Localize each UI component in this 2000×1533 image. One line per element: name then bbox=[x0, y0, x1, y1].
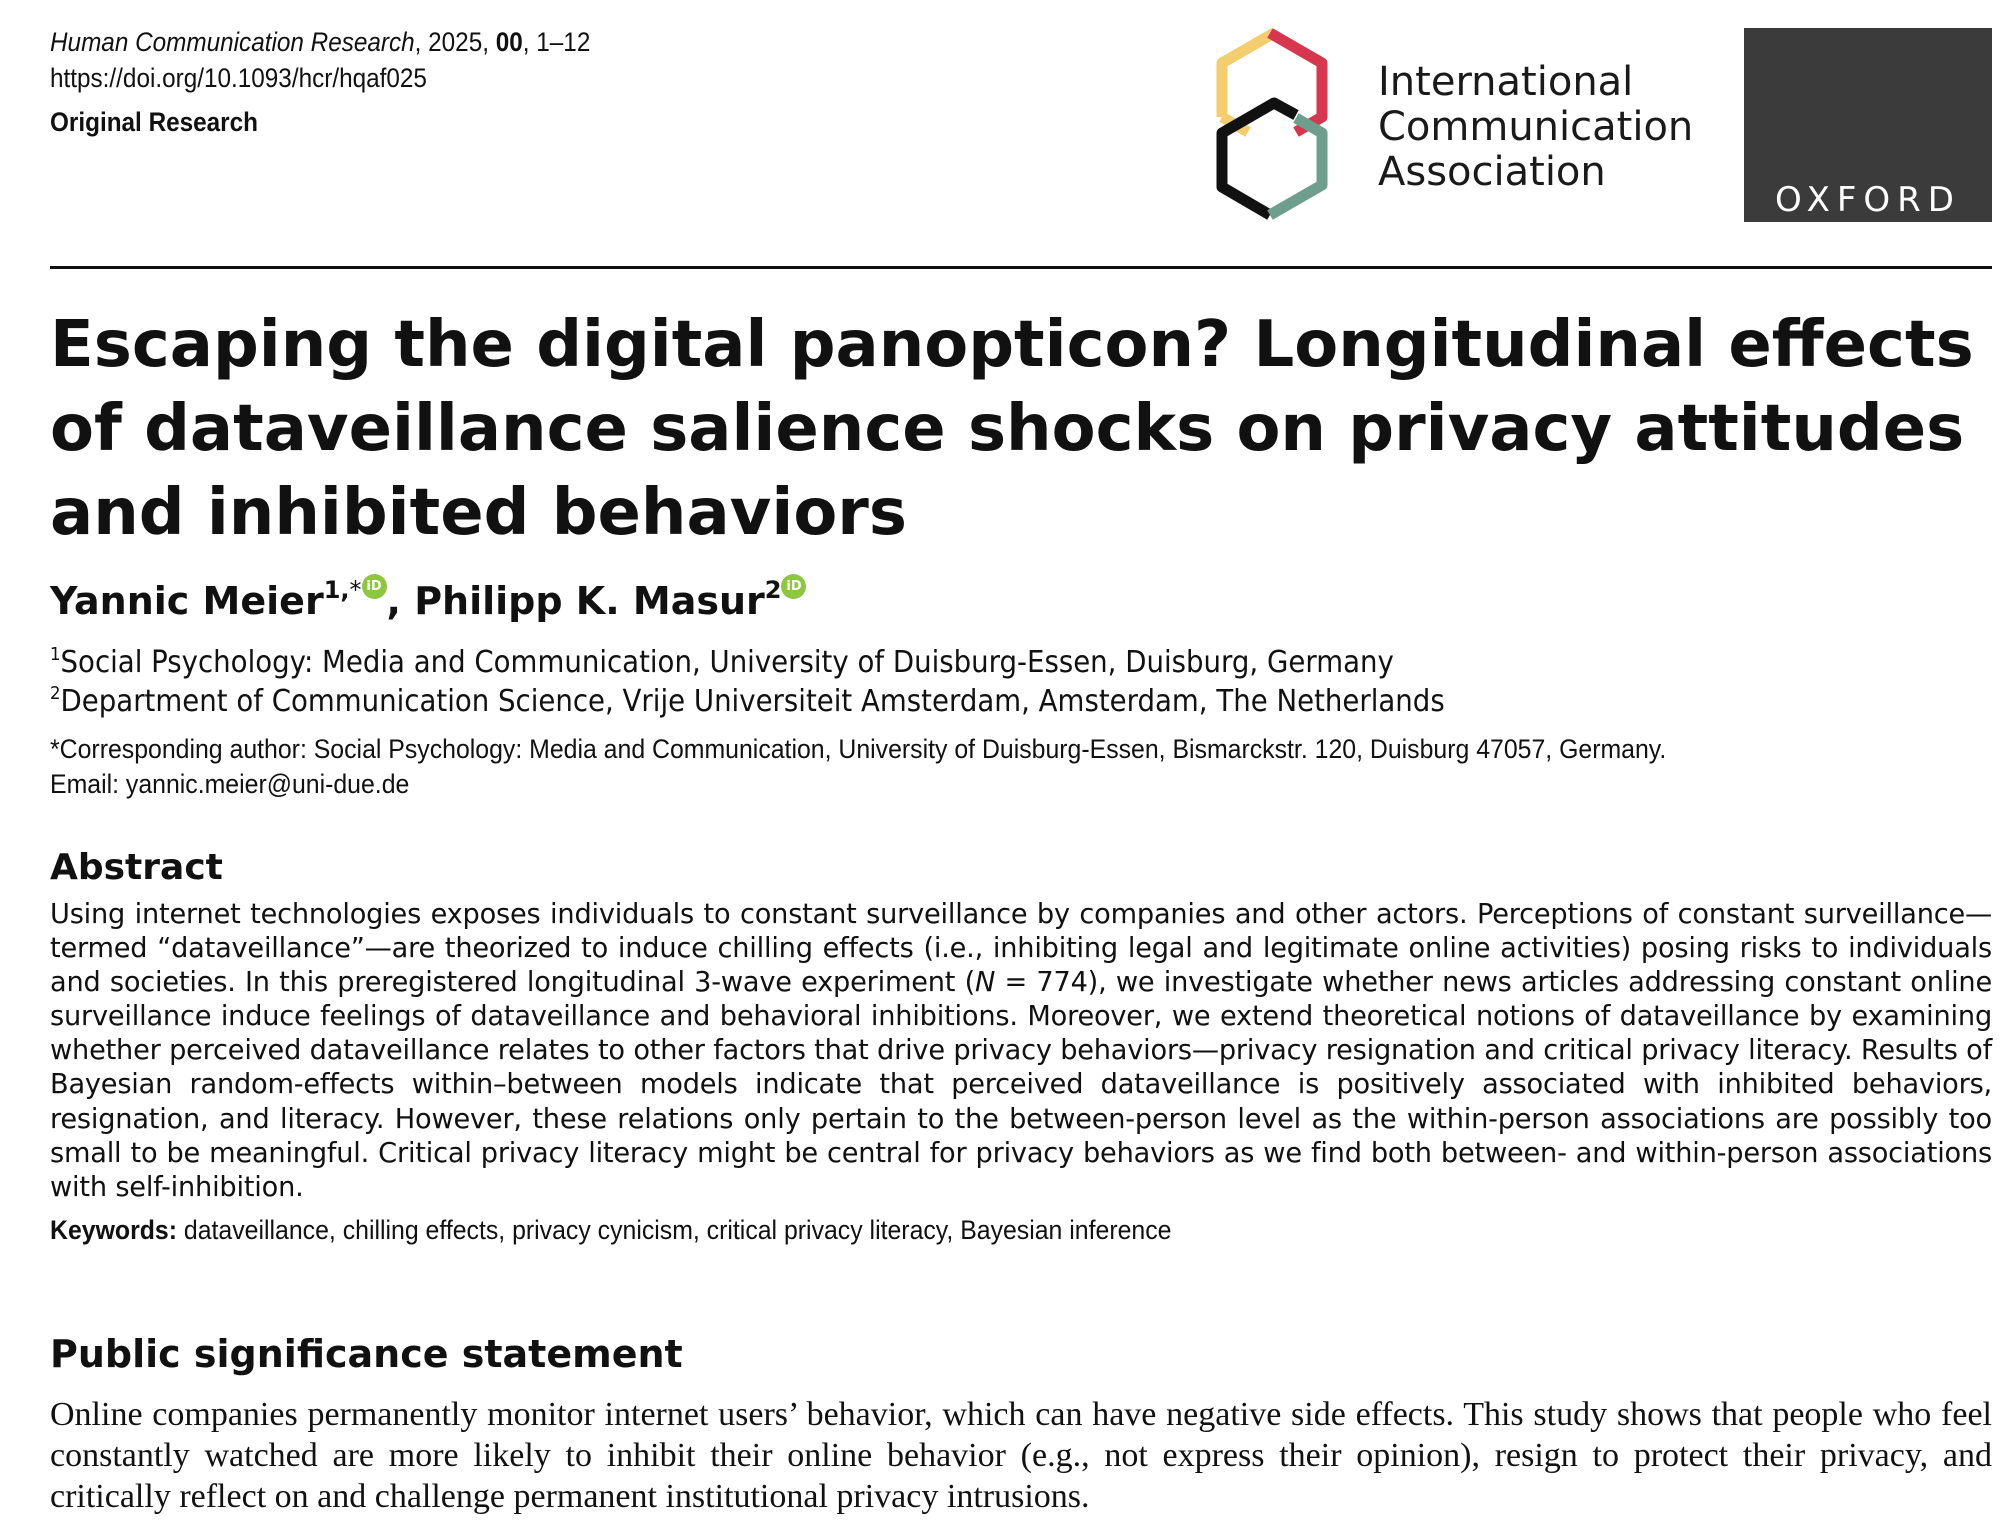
keywords-list: dataveillance, chilling effects, privacy cynicism, critical privacy literacy, Bayesian inference bbox=[177, 1215, 1172, 1245]
author-email[interactable]: Email: yannic.meier@uni-due.de bbox=[50, 769, 410, 799]
header-divider bbox=[50, 266, 1992, 269]
ica-line-2: Communication bbox=[1378, 104, 1694, 150]
author-1-affiliation-mark: 1,* bbox=[323, 576, 362, 604]
ica-line-1: International bbox=[1378, 59, 1634, 105]
author-list bbox=[50, 574, 806, 625]
oxford-wordmark: OXFORD bbox=[1774, 180, 1961, 220]
orcid-icon[interactable]: iD bbox=[781, 574, 806, 599]
abstract-heading: Abstract bbox=[50, 847, 223, 888]
significance-heading: Public significance statement bbox=[50, 1332, 683, 1376]
author-2-affiliation-mark: 2 bbox=[764, 576, 782, 604]
affiliation-1: $^1$Social Psychology: Media and Communication, University of Duisburg-Essen, Duisburg, Germany bbox=[50, 644, 1394, 680]
author-2-name: Philipp K. Masur bbox=[414, 579, 765, 623]
keywords bbox=[50, 1212, 1171, 1248]
article-type: Original Research bbox=[50, 107, 258, 137]
author-separator: , bbox=[386, 579, 415, 623]
ica-line-3: Association bbox=[1378, 149, 1606, 195]
journal-name: Human Communication Research bbox=[50, 27, 415, 57]
affiliation-2: $^2$Department of Communication Science, Vrije Universiteit Amsterdam, Amsterdam, The Netherlands bbox=[50, 683, 1445, 719]
journal-pages: , 1–12 bbox=[522, 27, 591, 57]
journal-citation bbox=[50, 24, 590, 60]
article-title: Escaping the digital panopticon? Longitudinal effects of dataveillance salience shocks on privacy attitudes and inhibited behaviors bbox=[50, 308, 1974, 550]
ica-logo-icon bbox=[1208, 24, 1336, 224]
journal-volume: 00 bbox=[495, 27, 523, 57]
journal-year: , 2025, bbox=[414, 27, 496, 57]
ica-wordmark bbox=[1378, 60, 1693, 195]
author-1-name: Yannic Meier bbox=[50, 579, 324, 623]
corresponding-author: *Corresponding author: Social Psychology: Media and Communication, University of Duisburg-Essen, Bismarckstr. 120, Duisburg 47057, Germany. bbox=[50, 734, 1667, 764]
significance-text: Online companies permanently monitor internet users’ behavior, which can have negative side effects. This study shows that people who feel constantly watched are more likely to inhibit their online behavior (e.g., not express their opinion), resign to protect their privacy, and critically reflect on and challenge permanent institutional privacy intrusions. bbox=[50, 1396, 1992, 1515]
orcid-icon[interactable]: iD bbox=[362, 574, 387, 599]
abstract-text: Using internet technologies exposes individuals to constant surveillance by companies and other actors. Perceptions of constant surveillance—termed “dataveillance”—are theorized to induce chilling effects (i.e., inhibiting legal and legitimate online activities) posing risks to individuals and societies. In this preregistered longitudinal 3-wave experiment (N = 774), we investigate whether news articles addressing constant online surveillance induce feelings of dataveillance and behavioral inhibitions. Moreover, we extend theoretical notions of dataveillance by examining whether perceived dataveillance relates to other factors that drive privacy behaviors—privacy resignation and critical privacy literacy. Results of Bayesian random-effects within–between models indicate that perceived dataveillance is positively associated with inhibited behaviors, resignation, and literacy. However, these relations only pertain to the between-person level as the within-person associations are possibly too small to be meaningful. Critical privacy literacy might be central for privacy behaviors as we find both between- and within-person associations with self-inhibition. bbox=[50, 899, 1992, 1203]
doi-link[interactable]: https://doi.org/10.1093/hcr/hqaf025 bbox=[50, 63, 427, 93]
keywords-label: Keywords: bbox=[50, 1215, 178, 1245]
oxford-logo bbox=[1744, 28, 1992, 222]
